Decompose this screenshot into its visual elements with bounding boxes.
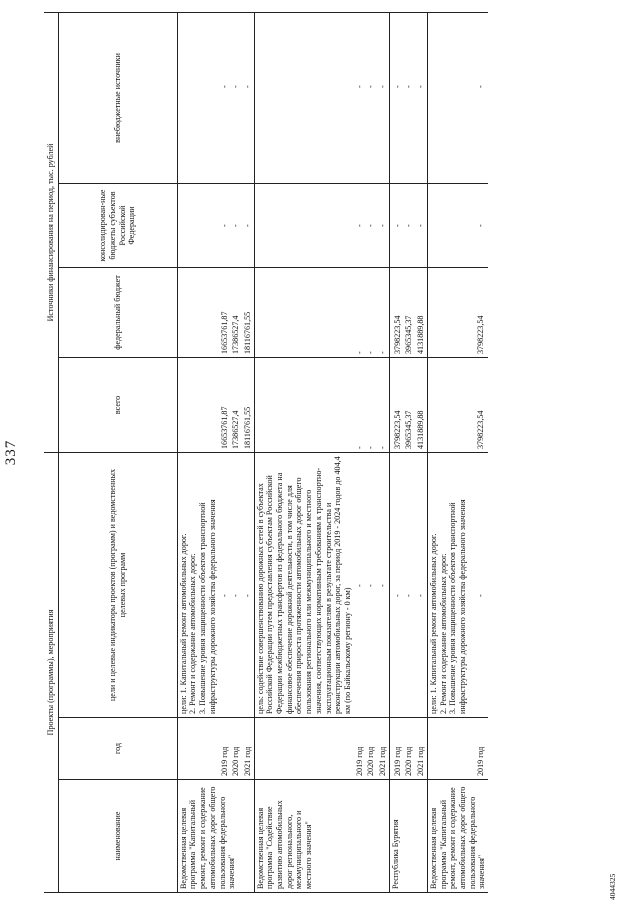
year-row — [403, 12, 415, 892]
total-cell: - — [365, 357, 377, 452]
federal-cell: 17386527,4 — [230, 267, 242, 357]
page-number: 337 — [3, 439, 19, 466]
extra-cell: - — [242, 12, 254, 183]
extra-cell: - — [403, 12, 415, 183]
goal-cell: - — [415, 452, 427, 717]
federal-cell: 4131889,88 — [415, 267, 427, 357]
table-row — [177, 12, 218, 892]
year-cell: 2019 год — [354, 718, 366, 780]
goal-cell: - — [230, 452, 242, 717]
federal-cell: 18116761,55 — [242, 267, 254, 357]
goal-cell: - — [365, 452, 377, 717]
goal-cell: - — [475, 452, 488, 717]
year-cell: 2019 год — [392, 718, 404, 780]
regional-cell: - — [475, 183, 488, 267]
federal-cell: - — [365, 267, 377, 357]
year-row — [415, 12, 427, 892]
extra-cell: - — [365, 12, 377, 183]
goal-cell: - — [377, 452, 389, 717]
total-cell: 18116761,55 — [242, 357, 254, 452]
year-cell: 2019 год — [219, 718, 231, 780]
extra-cell: - — [354, 12, 366, 183]
year-row — [242, 12, 254, 892]
federal-cell: 3965345,37 — [403, 267, 415, 357]
total-cell: 3965345,37 — [403, 357, 415, 452]
regional-cell: - — [230, 183, 242, 267]
total-cell: 17386527,4 — [230, 357, 242, 452]
total-cell: 3798223,54 — [475, 357, 488, 452]
goal-cell: - — [354, 452, 366, 717]
regional-cell: - — [365, 183, 377, 267]
federal-cell: - — [377, 267, 389, 357]
extra-cell: - — [230, 12, 242, 183]
total-cell: - — [377, 357, 389, 452]
extra-cell: - — [392, 12, 404, 183]
table-row — [254, 12, 354, 892]
extra-cell: - — [219, 12, 231, 183]
program-goal: цель: содействие совершенствованию дорожных сетей в субъектах Российской Федерации путем предоставления субъектам Российской Федерации межбюджетных трансфертов из федерального бюджета на финансовое обеспечение дорожной деятельности, в том числе для обеспечения прироста протяженности автомобильных дорог общего пользования регионального или межмуниципального и местного значения, соответствующих нормативным требованиям к транспортно-эксплуатационным показателям в результате строительства и реконструкции автомобильных дорог, за период 2019 - 2024 годов до 404,4 км (по Байкальскому региону - 0 км) — [254, 452, 354, 717]
financing-table — [44, 12, 488, 893]
table-row — [427, 12, 474, 892]
regional-cell: - — [403, 183, 415, 267]
year-row — [219, 12, 231, 892]
total-cell: 3798223,54 — [392, 357, 404, 452]
regional-cell: - — [377, 183, 389, 267]
program-name: Ведомственная целевая программа "Содействие развитию автомобильных дорог регионального, межмуниципального и местного значения" — [254, 780, 389, 893]
year-cell: 2021 год — [242, 718, 254, 780]
year-row — [377, 12, 389, 892]
goal-cell: - — [242, 452, 254, 717]
program-name: Ведомственная целевая программа "Капитальный ремонт, ремонт и содержание автомобильных дорог общего пользования федерального значения" — [177, 780, 254, 893]
header-regional: консолидирован-ные бюджеты субъектов Российской Федерации — [58, 183, 177, 267]
federal-cell: 3798223,54 — [475, 267, 488, 357]
program-goal: цели: 1. Капитальный ремонт автомобильных дорог. 2. Ремонт и содержание автомобильных дорог. 3. Повышение уровня защищенности объектов транспортной инфраструктуры дорожного хозяйства федерального значения — [427, 452, 474, 717]
regional-cell: - — [242, 183, 254, 267]
regional-cell: - — [354, 183, 366, 267]
program-name: Ведомственная целевая программа "Капитальный ремонт, ремонт и содержание автомобильных дорог общего пользования федерального значения" — [427, 780, 488, 893]
program-goal: цели: 1. Капитальный ремонт автомобильных дорог. 2. Ремонт и содержание автомобильных дорог. 3. Повышение уровня защищенности объектов транспортной инфраструктуры дорожного хозяйства федерального значения — [177, 452, 218, 717]
regional-cell: - — [219, 183, 231, 267]
goal-cell: - — [403, 452, 415, 717]
header-year: год — [58, 718, 177, 780]
regional-cell: - — [392, 183, 404, 267]
header-name: наименование — [58, 780, 177, 893]
year-cell: 2020 год — [230, 718, 242, 780]
regional-cell: - — [415, 183, 427, 267]
document-id: 4044325 — [608, 873, 617, 900]
year-row — [365, 12, 377, 892]
extra-cell: - — [415, 12, 427, 183]
year-row — [230, 12, 242, 892]
goal-cell: - — [392, 452, 404, 717]
federal-cell: 16653761,87 — [219, 267, 231, 357]
year-cell: 2021 год — [377, 718, 389, 780]
extra-cell: - — [475, 12, 488, 183]
year-row — [354, 12, 366, 892]
header-goals: цели и целевые индикаторы проектов (программ) и ведомственных целевых программ — [58, 452, 177, 717]
year-row — [392, 12, 404, 892]
total-cell: 16653761,87 — [219, 357, 231, 452]
header-extra: внебюджетные источники — [58, 12, 177, 183]
year-cell: 2021 год — [415, 718, 427, 780]
year-cell: 2019 год — [475, 718, 488, 780]
total-cell: 4131889,88 — [415, 357, 427, 452]
year-cell: 2020 год — [403, 718, 415, 780]
header-federal: федеральный бюджет — [58, 267, 177, 357]
program-name: Республика Бурятия — [389, 780, 427, 893]
year-row — [475, 12, 488, 892]
table-body — [177, 12, 488, 892]
header-sources: Источники финансирования на период, тыс. рублей — [44, 12, 58, 452]
header-total: всего — [58, 357, 177, 452]
header-projects: Проекты (программы), мероприятия — [44, 452, 58, 892]
year-cell: 2020 год — [365, 718, 377, 780]
federal-cell: 3798223,54 — [392, 267, 404, 357]
federal-cell: - — [354, 267, 366, 357]
goal-cell: - — [219, 452, 231, 717]
total-cell: - — [354, 357, 366, 452]
extra-cell: - — [377, 12, 389, 183]
